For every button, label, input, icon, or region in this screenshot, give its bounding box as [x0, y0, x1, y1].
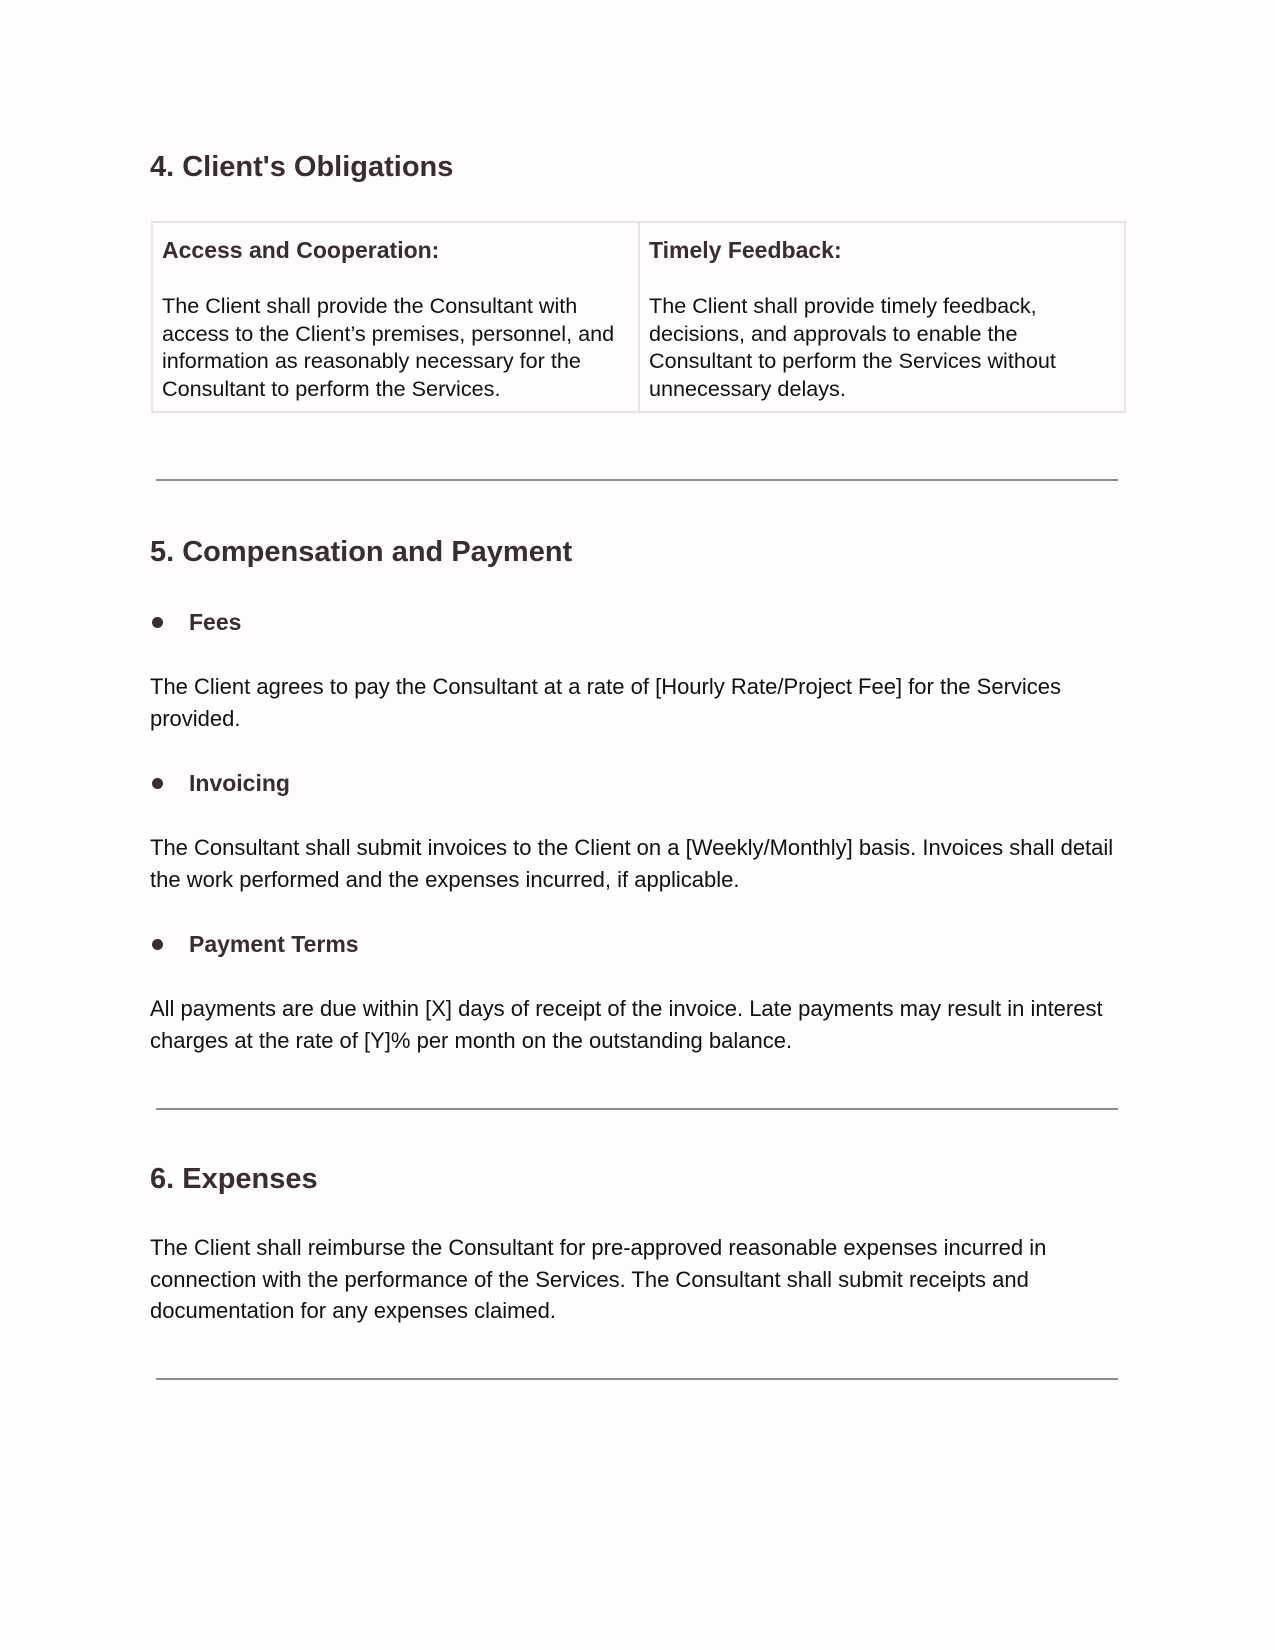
bullet-label: Payment Terms: [189, 930, 359, 957]
bullet-icon: [152, 617, 163, 628]
payment-terms-paragraph: All payments are due within [X] days of receipt of the invoice. Late payments may result in interest charges at the rate of [Y]% per month on the outstanding balance.: [150, 996, 1103, 1053]
invoicing-paragraph: The Consultant shall submit invoices to the Client on a [Weekly/Monthly] basis. Invoices shall detail the work performed and the expenses incurred, if applicable.: [150, 835, 1114, 892]
bullet-icon: [152, 778, 163, 789]
obligation-title: Timely Feedback:: [649, 237, 842, 263]
bullet-icon: [152, 939, 163, 950]
obligations-table: [151, 221, 1126, 413]
bullet-item-payment-terms: [150, 928, 359, 960]
section-heading-client-obligations: 4. Client's Obligations: [150, 151, 454, 183]
section-divider: [156, 1108, 1118, 1110]
bullet-item-invoicing: [150, 767, 290, 799]
expenses-paragraph: The Client shall reimburse the Consultant for pre-approved reasonable expenses incurred in connection with the performance of the Services. The Consultant shall submit receipts and documentation for any expenses claimed.: [150, 1235, 1047, 1323]
bullet-label: Invoicing: [189, 769, 290, 796]
bullet-label: Fees: [189, 608, 242, 635]
bullet-item-fees: [150, 606, 241, 638]
obligation-body: The Client shall provide timely feedback, decisions, and approvals to enable the Consultant to perform the Services without unnecessary delays.: [649, 293, 1056, 401]
section-heading-compensation: 5. Compensation and Payment: [150, 536, 573, 568]
obligation-title: Access and Cooperation:: [162, 237, 440, 263]
obligation-body: The Client shall provide the Consultant with access to the Client’s premises, personnel, and information as reasonably necessary for the Consultant to perform the Services.: [162, 293, 615, 401]
section-divider: [156, 1378, 1118, 1380]
obligation-cell-feedback: [640, 223, 1124, 411]
section-heading-expenses: 6. Expenses: [150, 1163, 318, 1195]
section-divider: [156, 479, 1118, 481]
obligation-cell-access: [153, 223, 640, 411]
fees-paragraph: The Client agrees to pay the Consultant at a rate of [Hourly Rate/Project Fee] for the Services provided.: [150, 674, 1062, 731]
